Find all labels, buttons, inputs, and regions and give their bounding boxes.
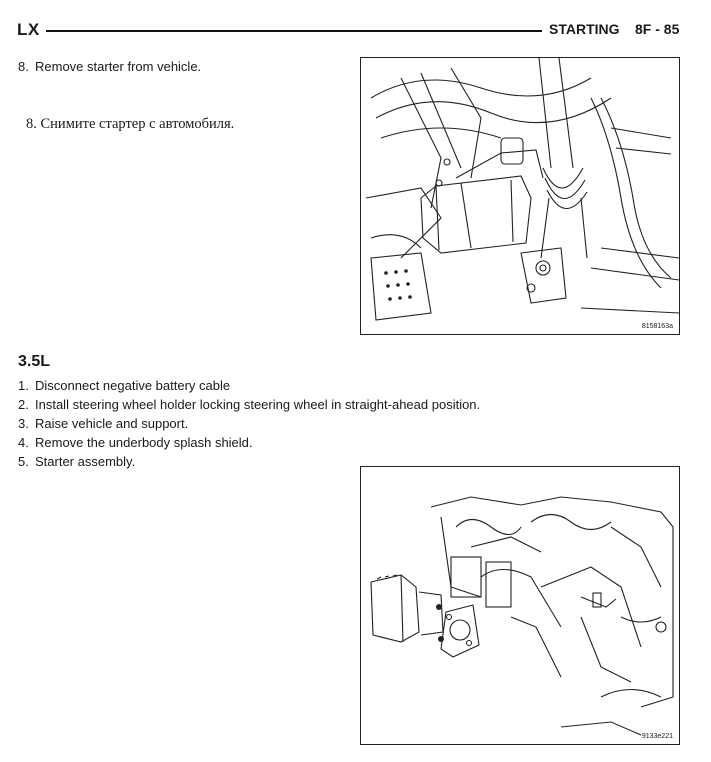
step-number: 8.	[18, 59, 29, 74]
step-3	[18, 416, 188, 432]
section-heading: 3.5L	[18, 353, 51, 370]
step-number: 2.	[18, 397, 29, 412]
step-number: 4.	[18, 435, 29, 450]
step-text: Install steering wheel holder locking steering wheel in straight-ahead position.	[35, 397, 481, 412]
starter-removal-drawing	[361, 58, 679, 334]
step-text: Remove starter from vehicle.	[35, 59, 202, 74]
section-title: STARTING	[549, 21, 620, 37]
step-text: Disconnect negative battery cable	[35, 378, 231, 393]
translation-text: 8. Снимите стартер с автомобиля.	[26, 116, 235, 132]
starter-removal-figure	[360, 57, 680, 335]
starter-assembly-figure	[360, 466, 680, 745]
step-2	[18, 397, 480, 413]
figure-label: 8158163a	[641, 323, 673, 330]
step-text: Raise vehicle and support.	[35, 416, 189, 431]
page-header	[0, 0, 711, 44]
header-rule	[46, 30, 542, 32]
step-text: Starter assembly.	[35, 454, 136, 469]
model-code: LX	[17, 20, 40, 39]
step-text: Remove the underbody splash shield.	[35, 435, 253, 450]
step-4	[18, 435, 253, 451]
step-5	[18, 454, 135, 470]
step-number: 1.	[18, 378, 29, 393]
figure-label: 9133e221	[641, 733, 673, 740]
starter-assembly-drawing	[361, 467, 679, 744]
step-number: 3.	[18, 416, 29, 431]
step-1	[18, 378, 230, 394]
step-8	[18, 59, 201, 75]
step-number: 5.	[18, 454, 29, 469]
page-number: 8F - 85	[635, 21, 680, 37]
